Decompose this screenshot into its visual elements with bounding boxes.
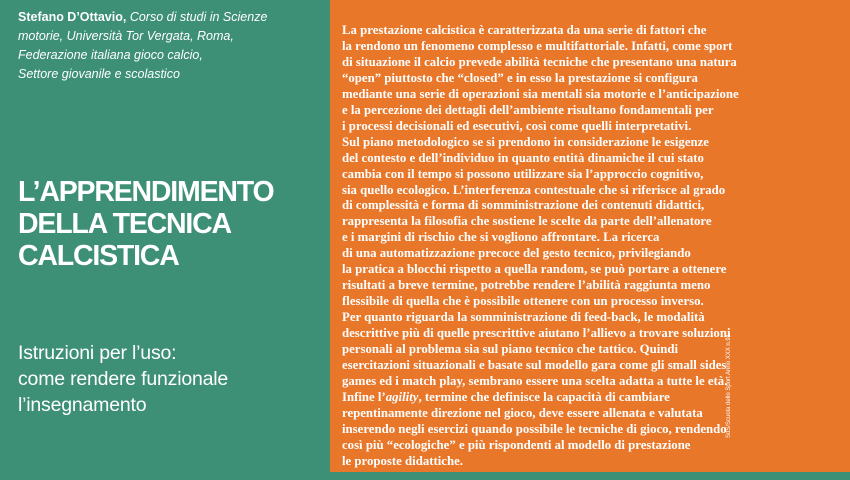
abstract-line: esercitazioni situazionali e basate sul modello gara come gli small sides <box>342 358 727 373</box>
subtitle-line: l’insegnamento <box>18 394 147 416</box>
abstract-line: games ed i match play, sembrano essere una scelta adatta a tutte le età. <box>342 373 728 388</box>
abstract-line: cambia con il tempo si possono utilizzare sia l’approccio cognitivo, <box>342 166 704 181</box>
abstract-line: personali al problema sia sul piano tecnico che tattico. Quindi <box>342 342 679 357</box>
abstract-line: le proposte didattiche. <box>342 453 463 468</box>
abstract-panel <box>330 0 850 472</box>
abstract-line: Per quanto riguarda la somministrazione di feed-back, le modalità <box>342 310 705 325</box>
abstract-line: sia quello ecologico. L’interferenza contestuale che si riferisce al grado <box>342 182 726 197</box>
article-subtitle <box>18 340 318 418</box>
abstract-line: Infine l’agility, termine che definisce la capacità di cambiare <box>342 389 670 404</box>
abstract-line: la rendono un fenomeno complesso e multifattoriale. Infatti, come sport <box>342 38 733 53</box>
abstract-line: di complessità e forma di somministrazione dei contenuti didattici, <box>342 198 705 213</box>
abstract-line: Sul piano metodologico se si prendono in considerazione le esigenze <box>342 134 709 149</box>
abstract-line: i processi decisionali ed esecutivi, così come quelli interpretativi. <box>342 118 692 133</box>
author-affiliation-line: motorie, Università Tor Vergata, Roma, <box>18 29 234 43</box>
article-title <box>18 176 328 272</box>
abstract-line: repentinamente direzione nel gioco, deve essere allenata e valutata <box>342 405 703 420</box>
abstract-line: di una automatizzazione precoce del gesto tecnico, privilegiando <box>342 246 691 261</box>
abstract-line: La prestazione calcistica è caratterizzata da una serie di fattori che <box>342 23 707 37</box>
abstract-text <box>342 23 812 470</box>
author-block <box>18 8 318 84</box>
abstract-line: del contesto e dell’individuo in quanto entità dinamiche il cui stato <box>342 150 704 165</box>
abstract-line: “open” piuttosto che “closed” e in esso la prestazione si configura <box>342 70 698 85</box>
abstract-line: rappresenta la filosofia che sostiene le scelte da parte dell’allenatore <box>342 214 712 229</box>
subtitle-line: Istruzioni per l’uso: <box>18 342 177 364</box>
journal-caption: SdS/Scuola dello Sport Anno XXX n.91 <box>725 333 732 438</box>
bottom-strip <box>0 472 850 480</box>
author-affiliation-line: Federazione italiana gioco calcio, <box>18 48 203 62</box>
abstract-line: così più “ecologiche” e più rispondenti al modello di prestazione <box>342 437 691 452</box>
title-line: L’APPRENDIMENTO <box>18 176 274 208</box>
abstract-line: la pratica a blocchi rispetto a quella random, se può portare a ottenere <box>342 262 727 277</box>
abstract-line: risultati a breve termine, potrebbe rendere l’abilità raggiunta meno <box>342 278 711 293</box>
subtitle-line: come rendere funzionale <box>18 368 229 390</box>
abstract-line: e i margini di rischio che si vogliono affrontare. La ricerca <box>342 230 660 245</box>
title-line: CALCISTICA <box>18 240 179 272</box>
author-name: Stefano D’Ottavio, <box>18 10 127 24</box>
abstract-line: descrittive più di quelle prescrittive aiutano l’allievo a trovare soluzioni <box>342 326 731 341</box>
abstract-line: inserendo negli esercizi quando possibile le tecniche di gioco, rendendo <box>342 421 727 436</box>
title-line: DELLA TECNICA <box>18 208 231 240</box>
abstract-line: flessibile di quella che è possibile ottenere con un processo inverso. <box>342 294 704 309</box>
author-affiliation-line: Corso di studi in Scienze <box>129 10 268 24</box>
author-affiliation-line: Settore giovanile e scolastico <box>18 67 180 81</box>
abstract-line: mediante una serie di operazioni sia mentali sia motorie e l’anticipazione <box>342 86 739 101</box>
abstract-line: di situazione il calcio prevede abilità tecniche che presentano una natura <box>342 54 737 69</box>
abstract-line: e la percezione dei dettagli dell’ambiente risultano fondamentali per <box>342 102 714 117</box>
